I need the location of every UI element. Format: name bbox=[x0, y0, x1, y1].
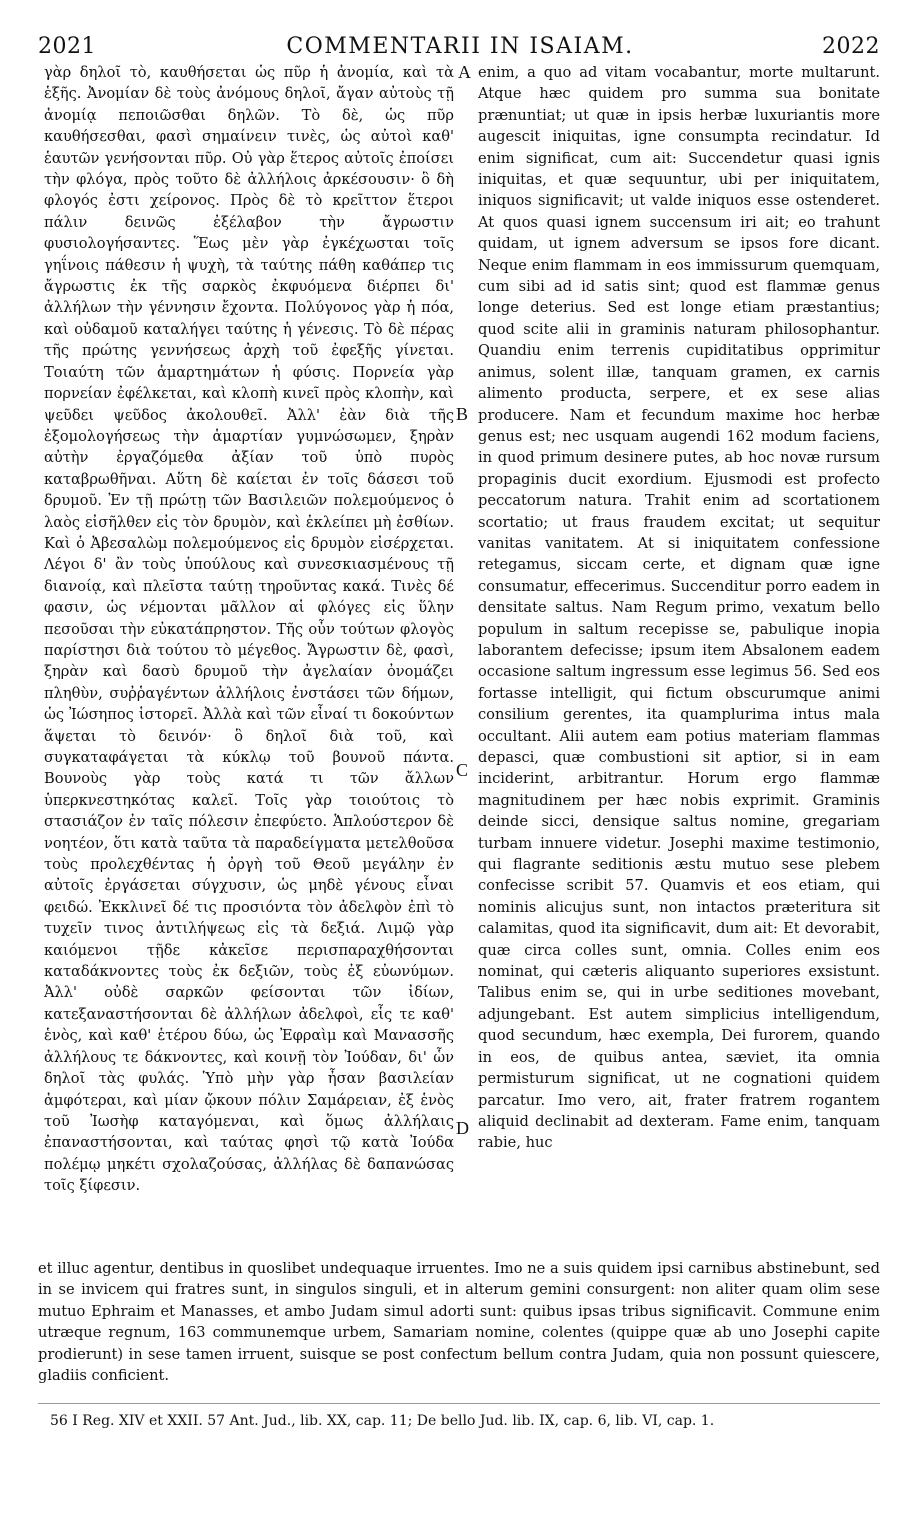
section-marker-b: B bbox=[456, 404, 469, 424]
latin-text: enim, a quo ad vitam vocabantur, morte multarunt. Atque hæc quidem pro summa sua bonitate prænuntiat; ut quæ in ipsis herbæ luxuriantis more augescit iniquitas, igne consumpta recindatur. Id enim significat, cum ait: Succendetur quasi ignis iniquitas, et quæ sequuntur, ubi per iniquitatem, iniquos significavit; ut valde iniquos esse ostenderet. At quos quasi ignem succensum iri ait; eo trahunt quidam, ut ignem adversum se ipsos fore dicant. Neque enim flammam in eos immissurum quemquam, cum sibi ad id satis sint; quod est flammæ genus longe deterius. Sed est longe etiam præstantius; quod scite alii in graminis naturam philosophantur. Quandiu enim terrenis cupiditatibus opprimitur animus, solent illæ, tanquam gramen, ex carnis alimento producta, serpere, et ex sese alias producere. Nam et fecundum maxime hoc herbæ genus est; nec usquam augendi 162 modum faciens, in quod primum desinere putes, ab hoc novæ rursum propaginis ducit exordium. Ejusmodi est profecto peccatorum natura. Trahit enim ad scortationem scortatio; ut fraus fraudem excitat; ut sequitur vanitas vanitatem. At si iniquitatem confessione retegamus, siccam certe, et dignam quæ igne consumatur, effecerimus. Succenditur porro eadem in densitate saltus. Nam Regum primo, vexatum bello populum in saltum recepisse se, pabulique inopia laborantem defecisse; ipsum item Absalonem eadem occasione saltum ingressum esse legimus 56. Sed eos fortasse intelligit, qui fictum obscurumque animi consilium gerentes, ita quamplurima intus mala occultant. Alii autem eam potius materiam flammas depasci, quæ combustioni sit aptior, si in eam inciderint, arbitrantur. Horum ergo flammæ magnitudinem per hæc nobis exprimit. Graminis deinde sicci, densique saltus nomine, gregariam turbam innuere videtur. Josephi maxime testimonio, qui flagrante seditionis æstu mutuo sese plebem confecisse scribit 57. Quamvis et eos etiam, qui nominis alicujus sunt, non intactos præteritura sit calamitas, quod ita significavit, dum ait: Et devorabit, quæ circa colles sunt, omnia. Colles enim eos nominat, qui cæteris aliquanto superiores exsistunt. Talibus enim se, qui in urbe seditiones movebant, adjungebant. Est autem simplicius intelligendum, quod secundum, hæc exempla, Dei furorem, quando in eos, de quibus antea, sæviet, ita omnia permisturum significat, ut ne cognationi quidem parcatur. Imo vero, ait, frater fratrem rogantem aliquid declinabit ad dexteram. Fame enim, tanquam rabie, huc bbox=[478, 64, 880, 1152]
footnote-rule bbox=[38, 1403, 880, 1404]
latin-column bbox=[478, 62, 880, 1154]
section-marker-a: A bbox=[458, 62, 471, 82]
page-header bbox=[0, 6, 920, 59]
greek-text: γὰρ δηλοῖ τὸ, καυθήσεται ὡς πῦρ ἡ ἀνομία, καὶ τὰ ἑξῆς. Ἀνομίαν δὲ τοὺς ἀνόμους δηλοῖ, ἄγαν αὐτοὺς τῇ ἀνομίᾳ πεποιῶσθαι δηλῶν. Τὸ δὲ, ὡς πῦρ καυθήσεσθαι, φασὶ σημαίνειν τινὲς, ὡς αὐτοὶ καθ' ἑαυτῶν γενήσονται πῦρ. Οὐ γὰρ ἕτερος αὐτοῖς ἐποίσει τὴν φλόγα, πρὸς τοῦτο δὲ ἀλλήλοις ἀρκέσουσιν· ὃ δὴ φλογός ἐστι χείρονος. Πρὸς δὲ τὸ κρεῖττον ἕτεροι πάλιν δεινῶς ἐξέλαβον τὴν ἄγρωστιν φυσιολογήσαντες. Ἕως μὲν γὰρ ἐγκέχωσται τοῖς γηΐνοις πάθεσιν ἡ ψυχὴ, τὰ ταύτης πάθη καθάπερ τις ἄγρωστις ἐκ τῆς σαρκὸς ἐκφυόμενα διέρπει δι' ἀλλήλων τὴν γέννησιν ἔχοντα. Πολύγονος γὰρ ἡ πόα, καὶ οὐδαμοῦ καταλήγει ταύτης ἡ γένεσις. Τὸ δὲ πέρας τῆς πρώτης γεννήσεως ἀρχὴ τοῦ ἐφεξῆς γίνεται. Τοιαύτη τῶν ἁμαρτημάτων ἡ φύσις. Πορνεία γὰρ πορνείαν ἐφέλκεται, καὶ κλοπὴ κινεῖ πρὸς κλοπὴν, καὶ ψεῦδει ψεῦδος ἀκολουθεῖ. Ἀλλ' ἐὰν διὰ τῆς ἐξομολογήσεως τὴν ἁμαρτίαν γυμνώσωμεν, ξηρὰν αὐτὴν ἐργαζόμεθα ἀξίαν τοῦ ὑπὸ πυρὸς καταβρωθῆναι. Αὕτη δὲ καίεται ἐν τοῖς δάσεσι τοῦ δρυμοῦ. Ἐν τῇ πρώτῃ τῶν Βασιλειῶν πολεμούμενος ὁ λαὸς εἰσῆλθεν εἰς τὸν δρυμὸν, καὶ ἐκλείπει μὴ ἐσθίων. Καὶ ὁ Ἀβεσαλὼμ πολεμούμενος εἰς δρυμὸν εἰσέρχεται. Λέγοι δ' ἂν τοὺς ὑπούλους καὶ συνεσκιασμένους τῇ διανοίᾳ, καὶ πλεῖστα ταύτῃ τηροῦντας κακά. Τινὲς δέ φασιν, ὡς νέμονται μᾶλλον αἱ φλόγες εἰς ὕλην πεσοῦσαι τὴν εὐκατάπρηστον. Τῆς οὖν τούτων φλογὸς παρίστησι διὰ τούτου τὸ μέγεθος. Ἄγρωστιν δὲ, φασὶ, ξηρὰν καὶ δασὺ δρυμοῦ τὴν ἀγελαίαν ὀνομάζει πληθὺν, συῤῥαγέντων ἀλλήλοις ἐνστάσει τῶν δήμων, ὡς Ἰώσηπος ἱστορεῖ. Ἀλλὰ καὶ τῶν εἶναί τι δοκούντων ἅψεται τὸ δεινόν· ὃ δηλοῖ διὰ τοῦ, καὶ συγκαταφάγεται τὰ κύκλῳ τοῦ βουνοῦ πάντα. Βουνοὺς γὰρ τοὺς κατά τι τῶν ἄλλων ὑπερκνεστηκότας καλεῖ. Τοῖς γὰρ τοιούτοις τὸ στασιάζον ἐν ταῖς πόλεσιν ἐπεφύετο. Ἁπλούστερον δὲ νοητέον, ὅτι κατὰ ταῦτα τὰ παραδείγματα μετελθοῦσα τοὺς προλεχθέντας ἡ ὀργὴ τοῦ Θεοῦ μεγάλην ἐν αὐτοῖς ἐργάσεται σύγχυσιν, ὡς μηδὲ γένους εἶναι φειδώ. Ἐκκλινεῖ δέ τις προσιόντα τὸν ἀδελφὸν ἐπὶ τὸ τυχεῖν τινος ἀντιλήψεως εἰς τὰ δεξιά. Λιμῷ γὰρ καιόμενοι τῇδε κἀκεῖσε περισπαραχθήσονται καταδάκνοντες τοὺς ἐκ δεξιῶν, τοὺς ἐξ εὐωνύμων. Ἀλλ' οὐδὲ σαρκῶν φείσονται τῶν ἰδίων, κατεξαναστήσονται δὲ ἀλλήλων ἀδελφοὶ, εἷς τε καθ' ἑνὸς, καὶ καθ' ἑτέρου δύω, ὡς Ἐφραὶμ καὶ Μανασσῆς ἀλλήλους τε δάκνοντες, καὶ κοινῇ τὸν Ἰούδαν, δι' ὧν δηλοῖ τὰς φυλάς. Ὑπὸ μὴν γὰρ ἦσαν βασιλείαν ἀμφότεραι, καὶ μίαν ᾤκουν πόλιν Σαμάρειαν, ἐξ ἑνὸς τοῦ Ἰωσὴφ καταγόμεναι, καὶ ὅμως ἀλλήλαις ἐπαναστήσονται, καὶ ταύτας φησὶ τῷ κατὰ Ἰούδα πολέμῳ μηκέτι σχολαζούσας, ἀλλήλας δὲ δαπανώσας τοῖς ξίφεσιν. bbox=[44, 64, 454, 1195]
running-title: COMMENTARII IN ISAIAM. bbox=[286, 34, 634, 59]
full-width-continuation: et illuc agentur, dentibus in quoslibet undequaque irruentes. Imo ne a suis quidem ipsi carnibus abstinebunt, sed in se invicem qui fratres sunt, in singulos singuli, et in alterum gemini consurgent: non aliter quam olim sese mutuo Ephraim et Manasses, et ambo Judam simul adorti sunt: quibus ipsas tribus significavit. Commune enim utræque regnum, 163 communemque urbem, Samariam nomine, colentes (quippe quæ ab uno Josephi capite prodierunt) in sese tamen irruent, suisque se post confectum bellum contra Judam, quia non possunt quiescere, gladiis conficient. bbox=[38, 1260, 880, 1385]
left-page-number: 2021 bbox=[38, 34, 96, 59]
section-marker-c: C bbox=[456, 760, 469, 780]
footnotes: 56 I Reg. XIV et XXII. 57 Ant. Jud., lib. XX, cap. 11; De bello Jud. lib. IX, cap. 6, lib. VI, cap. 1. bbox=[50, 1413, 715, 1429]
right-page-number: 2022 bbox=[822, 34, 880, 59]
greek-column bbox=[44, 62, 454, 1197]
section-marker-d: D bbox=[456, 1118, 469, 1138]
